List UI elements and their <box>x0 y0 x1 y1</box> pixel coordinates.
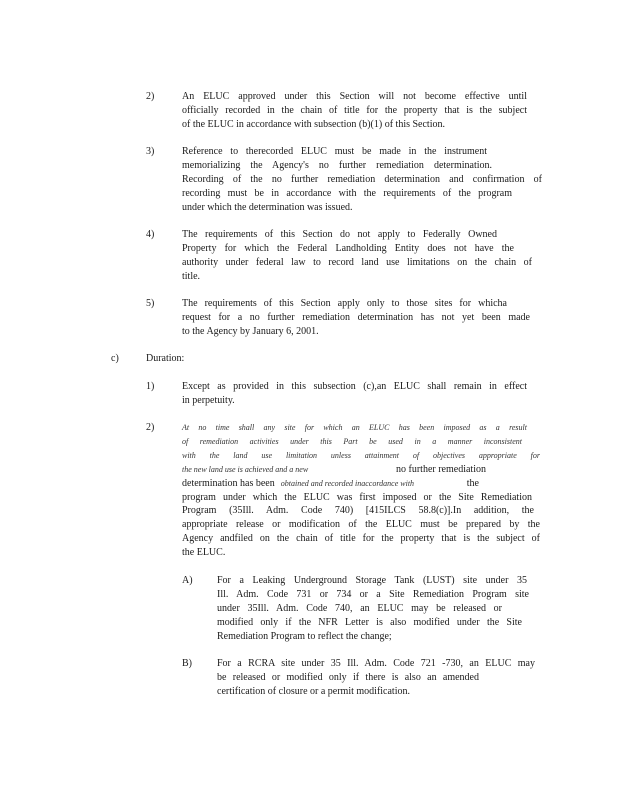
text-line: authority under federal law to record land use limitations on the chain of <box>182 256 532 268</box>
paragraph-c-2 <box>182 421 540 560</box>
italic-text-line: of remediation activities under this Part be used in a manner inconsistent <box>182 436 522 446</box>
item-number: 5) <box>146 298 155 309</box>
item-number: 2) <box>146 422 155 433</box>
text-line: under 35Ill. Adm. Code 740, an ELUC may be released or <box>217 602 502 614</box>
text-line: Except as provided in this subsection (c),an ELUC shall remain in effect <box>182 381 527 392</box>
italic-fragment: the new land use is achieved and a new <box>182 464 309 474</box>
section-label: c) <box>111 353 119 364</box>
text-line: For a RCRA site under 35 Ill. Adm. Code 721 -730, an ELUC may <box>217 658 535 669</box>
text-line: Ill. Adm. Code 731 or 734 or a Site Remediation Program site <box>217 588 529 600</box>
text-line: certification of closure or a permit modification. <box>217 685 410 697</box>
text-line: program under which the ELUC was first imposed or the Site Remediation <box>182 491 532 503</box>
roman-fragment: the <box>466 477 479 489</box>
text-line: to the Agency by January 6, 2001. <box>182 325 319 337</box>
text-line: under which the determination was issued. <box>182 201 353 213</box>
roman-fragment: determination has been <box>182 477 275 489</box>
paragraph-item-3 <box>182 145 542 215</box>
text-line: the ELUC. <box>182 547 226 559</box>
text-line: Agency andfiled on the chain of title for the property that is the subject of <box>182 533 540 545</box>
item-number: 3) <box>146 146 155 157</box>
text-line: request for a no further remediation determination has not yet been made <box>182 311 530 323</box>
text-line: appropriate release or modification of the ELUC must be prepared by the <box>182 519 540 531</box>
text-line: Program (35Ill. Adm. Code 740) [415ILCS 58.8(c)].In addition, the <box>182 505 534 517</box>
text-line: title. <box>182 270 201 282</box>
text-line: Recording of the no further remediation determination and confirmation of <box>182 173 542 185</box>
text-line: memorializing the Agency's no further remediation determination. <box>182 159 492 171</box>
sub-item-letter: B) <box>182 658 192 669</box>
text-line: The requirements of this Section do not apply to Federally Owned <box>182 229 497 240</box>
item-number: 2) <box>146 91 155 102</box>
sub-item-letter: A) <box>182 575 193 586</box>
paragraph-sub-a <box>217 574 539 644</box>
text-line: Reference to therecorded ELUC must be made in the instrument <box>182 146 487 157</box>
italic-text-line: with the land use limitation unless attainment of objectives appropriate for <box>182 450 540 460</box>
text-line: of the ELUC in accordance with subsection (b)(1) of this Section. <box>182 118 445 130</box>
text-line: officially recorded in the chain of title for the property that is the subject <box>182 104 527 116</box>
paragraph-item-5 <box>182 297 530 339</box>
text-line: recording must be in accordance with the requirements of the program <box>182 187 512 199</box>
text-line: For a Leaking Underground Storage Tank (LUST) site under 35 <box>217 575 527 586</box>
text-line: Property for which the Federal Landholding Entity does not have the <box>182 242 514 254</box>
mixed-text-line <box>182 477 540 491</box>
text-line: be released or modified only if there is also an amended <box>217 671 479 683</box>
text-line: An ELUC approved under this Section will not become effective until <box>182 91 527 102</box>
text-line: in perpetuity. <box>182 394 235 406</box>
section-title: Duration: <box>146 353 185 364</box>
paragraph-item-2 <box>182 90 527 132</box>
text-line: Remediation Program to reflect the change; <box>217 630 392 642</box>
italic-text-line: At no time shall any site for which an ELUC has been imposed as a result <box>182 423 527 432</box>
item-number: 4) <box>146 229 155 240</box>
text-line: modified only if the NFR Letter is also modified under the Site <box>217 616 522 628</box>
paragraph-sub-b <box>217 657 539 699</box>
roman-fragment: no further remediation <box>396 463 486 475</box>
text-line: The requirements of this Section apply only to those sites for whicha <box>182 298 507 309</box>
paragraph-item-4 <box>182 228 532 284</box>
item-number: 1) <box>146 381 155 392</box>
mixed-text-line <box>182 463 540 477</box>
paragraph-c-1 <box>182 380 527 408</box>
italic-fragment: obtained and recorded inaccordance with <box>280 478 415 488</box>
